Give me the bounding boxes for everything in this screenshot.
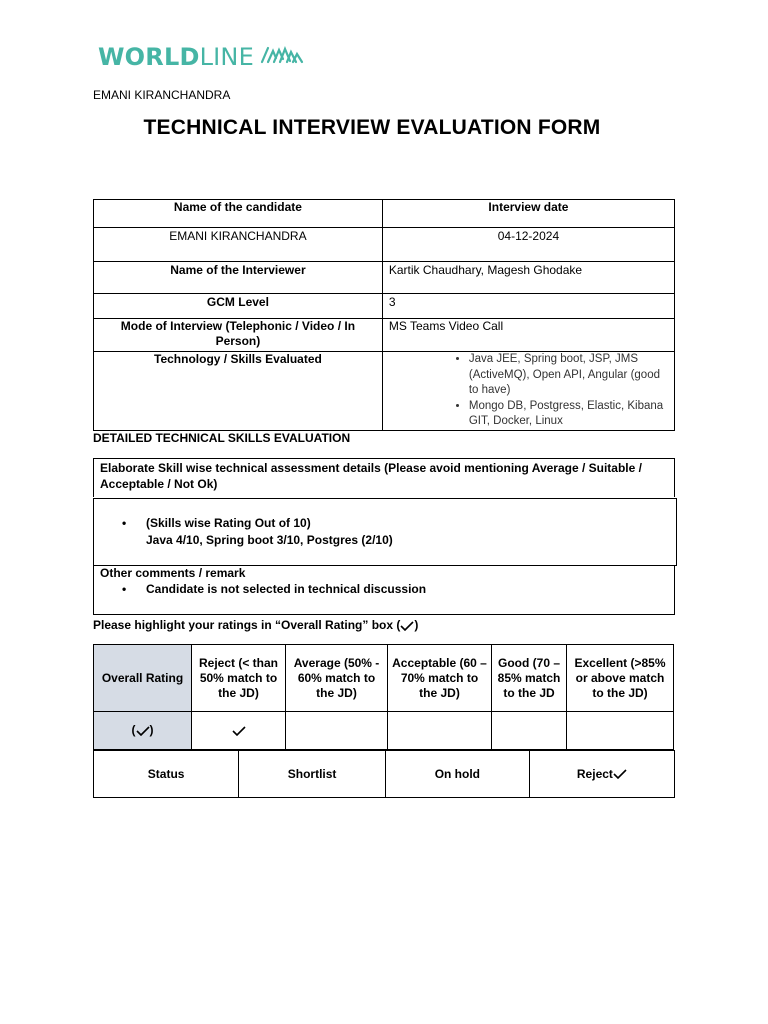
skills-rating-box [93,498,677,566]
checkmark-icon [613,769,627,779]
rating-cell-excellent[interactable] [567,712,674,750]
candidate-label: Name of the candidate [94,200,383,228]
mode-value: MS Teams Video Call [382,319,674,352]
overall-rating-label: Overall Rating [94,645,192,712]
overall-rating-marker: ( ) [94,712,192,750]
status-table [93,750,675,798]
bullet: • [122,582,127,596]
rating-col-good: Good (70 – 85% match to the JD [492,645,567,712]
interview-date: 04-12-2024 [382,228,674,262]
overall-rating-table [93,644,674,750]
rating-instruction [93,618,418,632]
rating-cell-acceptable[interactable] [388,712,492,750]
tech-label: Technology / Skills Evaluated [94,352,383,431]
comments-heading: Other comments / remark [100,566,246,580]
status-reject[interactable]: Reject [529,751,674,798]
status-on-hold[interactable]: On hold [385,751,529,798]
interview-date-label: Interview date [382,200,674,228]
logo-wordmark: WORLDLINE [98,42,254,71]
rating-col-excellent: Excellent (>85% or above match to the JD) [567,645,674,712]
status-label: Status [94,751,239,798]
mode-label: Mode of Interview (Telephonic / Video / In Person) [94,319,383,352]
gcm-value: 3 [382,294,674,319]
rating-cell-good[interactable] [492,712,567,750]
worldline-logo [98,42,306,71]
logo-waves-icon [260,42,306,71]
list-item: • Java JEE, Spring boot, JSP, JMS (ActiveMQ), Open API, Angular (good to have) [469,352,668,399]
candidate-info-table [93,199,675,431]
tech-skills-list [389,352,668,430]
gcm-label: GCM Level [94,294,383,319]
detailed-evaluation-heading: DETAILED TECHNICAL SKILLS EVALUATION [93,431,351,445]
rating-instruction-text: Please highlight your ratings in “Overall Rating” box ( [93,618,401,632]
checkmark-icon [136,726,150,736]
checkmark-icon [400,621,414,631]
form-title: TECHNICAL INTERVIEW EVALUATION FORM [143,116,601,139]
assessment-heading: Elaborate Skill wise technical assessment details (Please avoid mentioning Average / Suitable / Acceptable / Not Ok) [93,458,675,497]
list-item: • Mongo DB, Postgress, Elastic, Kibana GIT, Docker, Linux [469,399,668,430]
status-shortlist[interactable]: Shortlist [239,751,386,798]
candidate-name: EMANI KIRANCHANDRA [94,228,383,262]
tech-skills [382,352,674,431]
rating-cell-average[interactable] [286,712,388,750]
interviewer-label: Name of the Interviewer [94,262,383,294]
skills-rating-values: Java 4/10, Spring boot 3/10, Postgres (2/10) [146,533,393,547]
rating-col-reject: Reject (< than 50% match to the JD) [192,645,286,712]
candidate-name-header: EMANI KIRANCHANDRA [93,88,231,102]
rating-cell-reject[interactable] [192,712,286,750]
rating-col-average: Average (50% - 60% match to the JD) [286,645,388,712]
rating-col-acceptable: Acceptable (60 – 70% match to the JD) [388,645,492,712]
comments-box [93,566,675,615]
interviewer-names: Kartik Chaudhary, Magesh Ghodake [382,262,674,294]
comment-text: Candidate is not selected in technical discussion [146,582,427,596]
checkmark-icon [232,726,246,736]
bullet: • [122,516,127,530]
skills-rating-title: (Skills wise Rating Out of 10) [146,516,311,530]
rating-instruction-suffix: ) [414,618,419,632]
